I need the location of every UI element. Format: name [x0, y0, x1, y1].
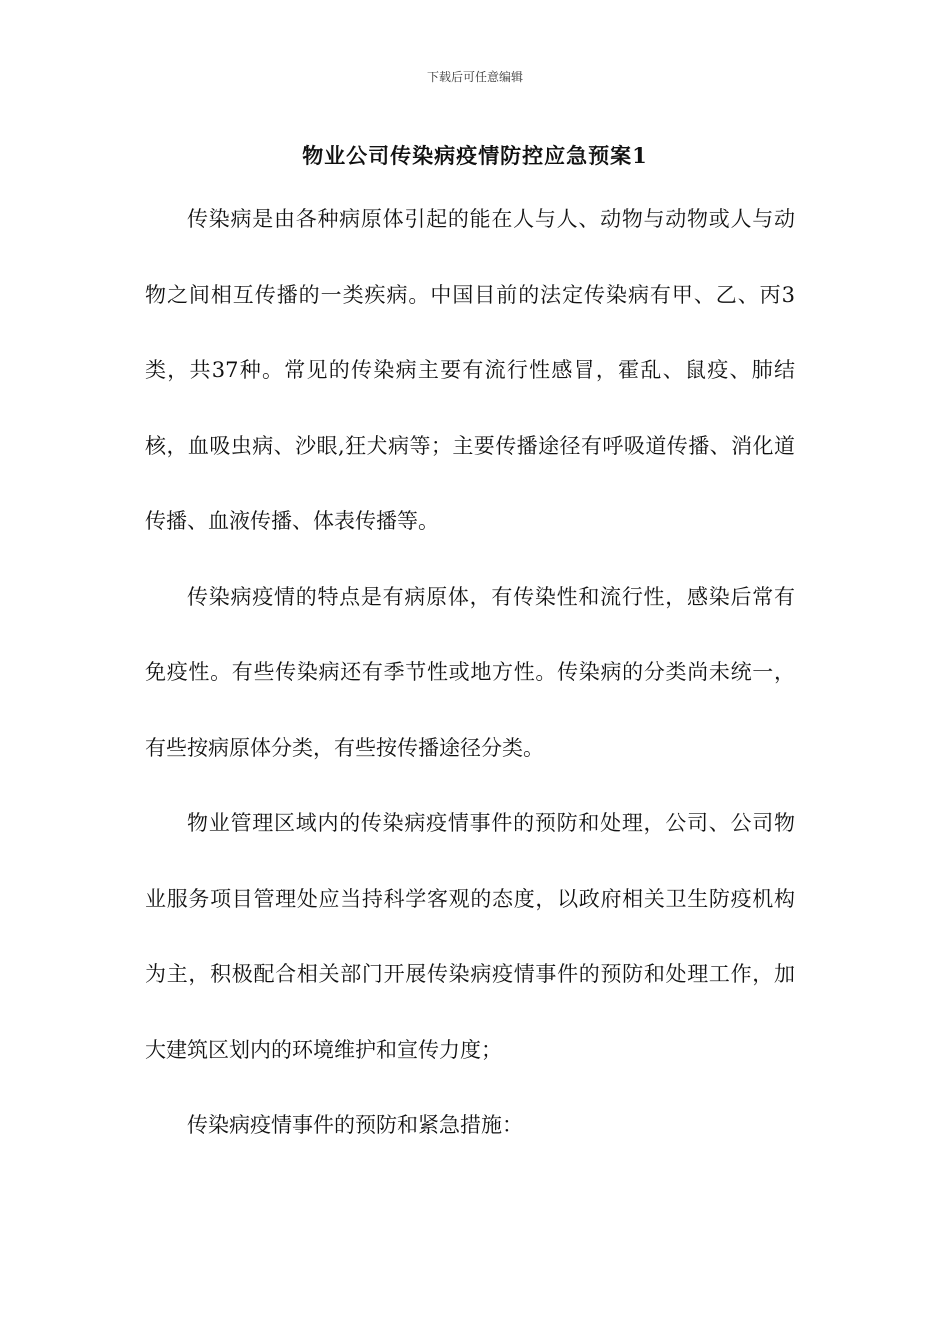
document-body	[145, 182, 795, 1164]
paragraph-property-management-response: 物业管理区域内的传染病疫情事件的预防和处理，公司、公司物业服务项目管理处应当持科学客观的态度，以政府相关卫生防疫机构为主，积极配合相关部门开展传染病疫情事件的预防和处理工作，加大建筑区划内的环境维护和宣传力度；	[145, 811, 795, 1062]
paragraph-infectious-disease-definition: 传染病是由各种病原体引起的能在人与人、动物与动物或人与动物之间相互传播的一类疾病。中国目前的法定传染病有甲、乙、丙3类，共37种。常见的传染病主要有流行性感冒，霍乱、鼠疫、肺结核，血吸虫病、沙眼,狂犬病等；主要传播途径有呼吸道传播、消化道传播、血液传播、体表传播等。	[145, 207, 795, 533]
paragraph-prevention-measures-heading: 传染病疫情事件的预防和紧急措施：	[187, 1113, 523, 1137]
document-title: 物业公司传染病疫情防控应急预案1	[302, 143, 648, 168]
paragraph-epidemic-characteristics: 传染病疫情的特点是有病原体，有传染性和流行性，感染后常有免疫性。有些传染病还有季节性或地方性。传染病的分类尚未统一，有些按病原体分类，有些按传播途径分类。	[145, 584, 795, 760]
page-header-note: 下载后可任意编辑	[426, 70, 523, 84]
